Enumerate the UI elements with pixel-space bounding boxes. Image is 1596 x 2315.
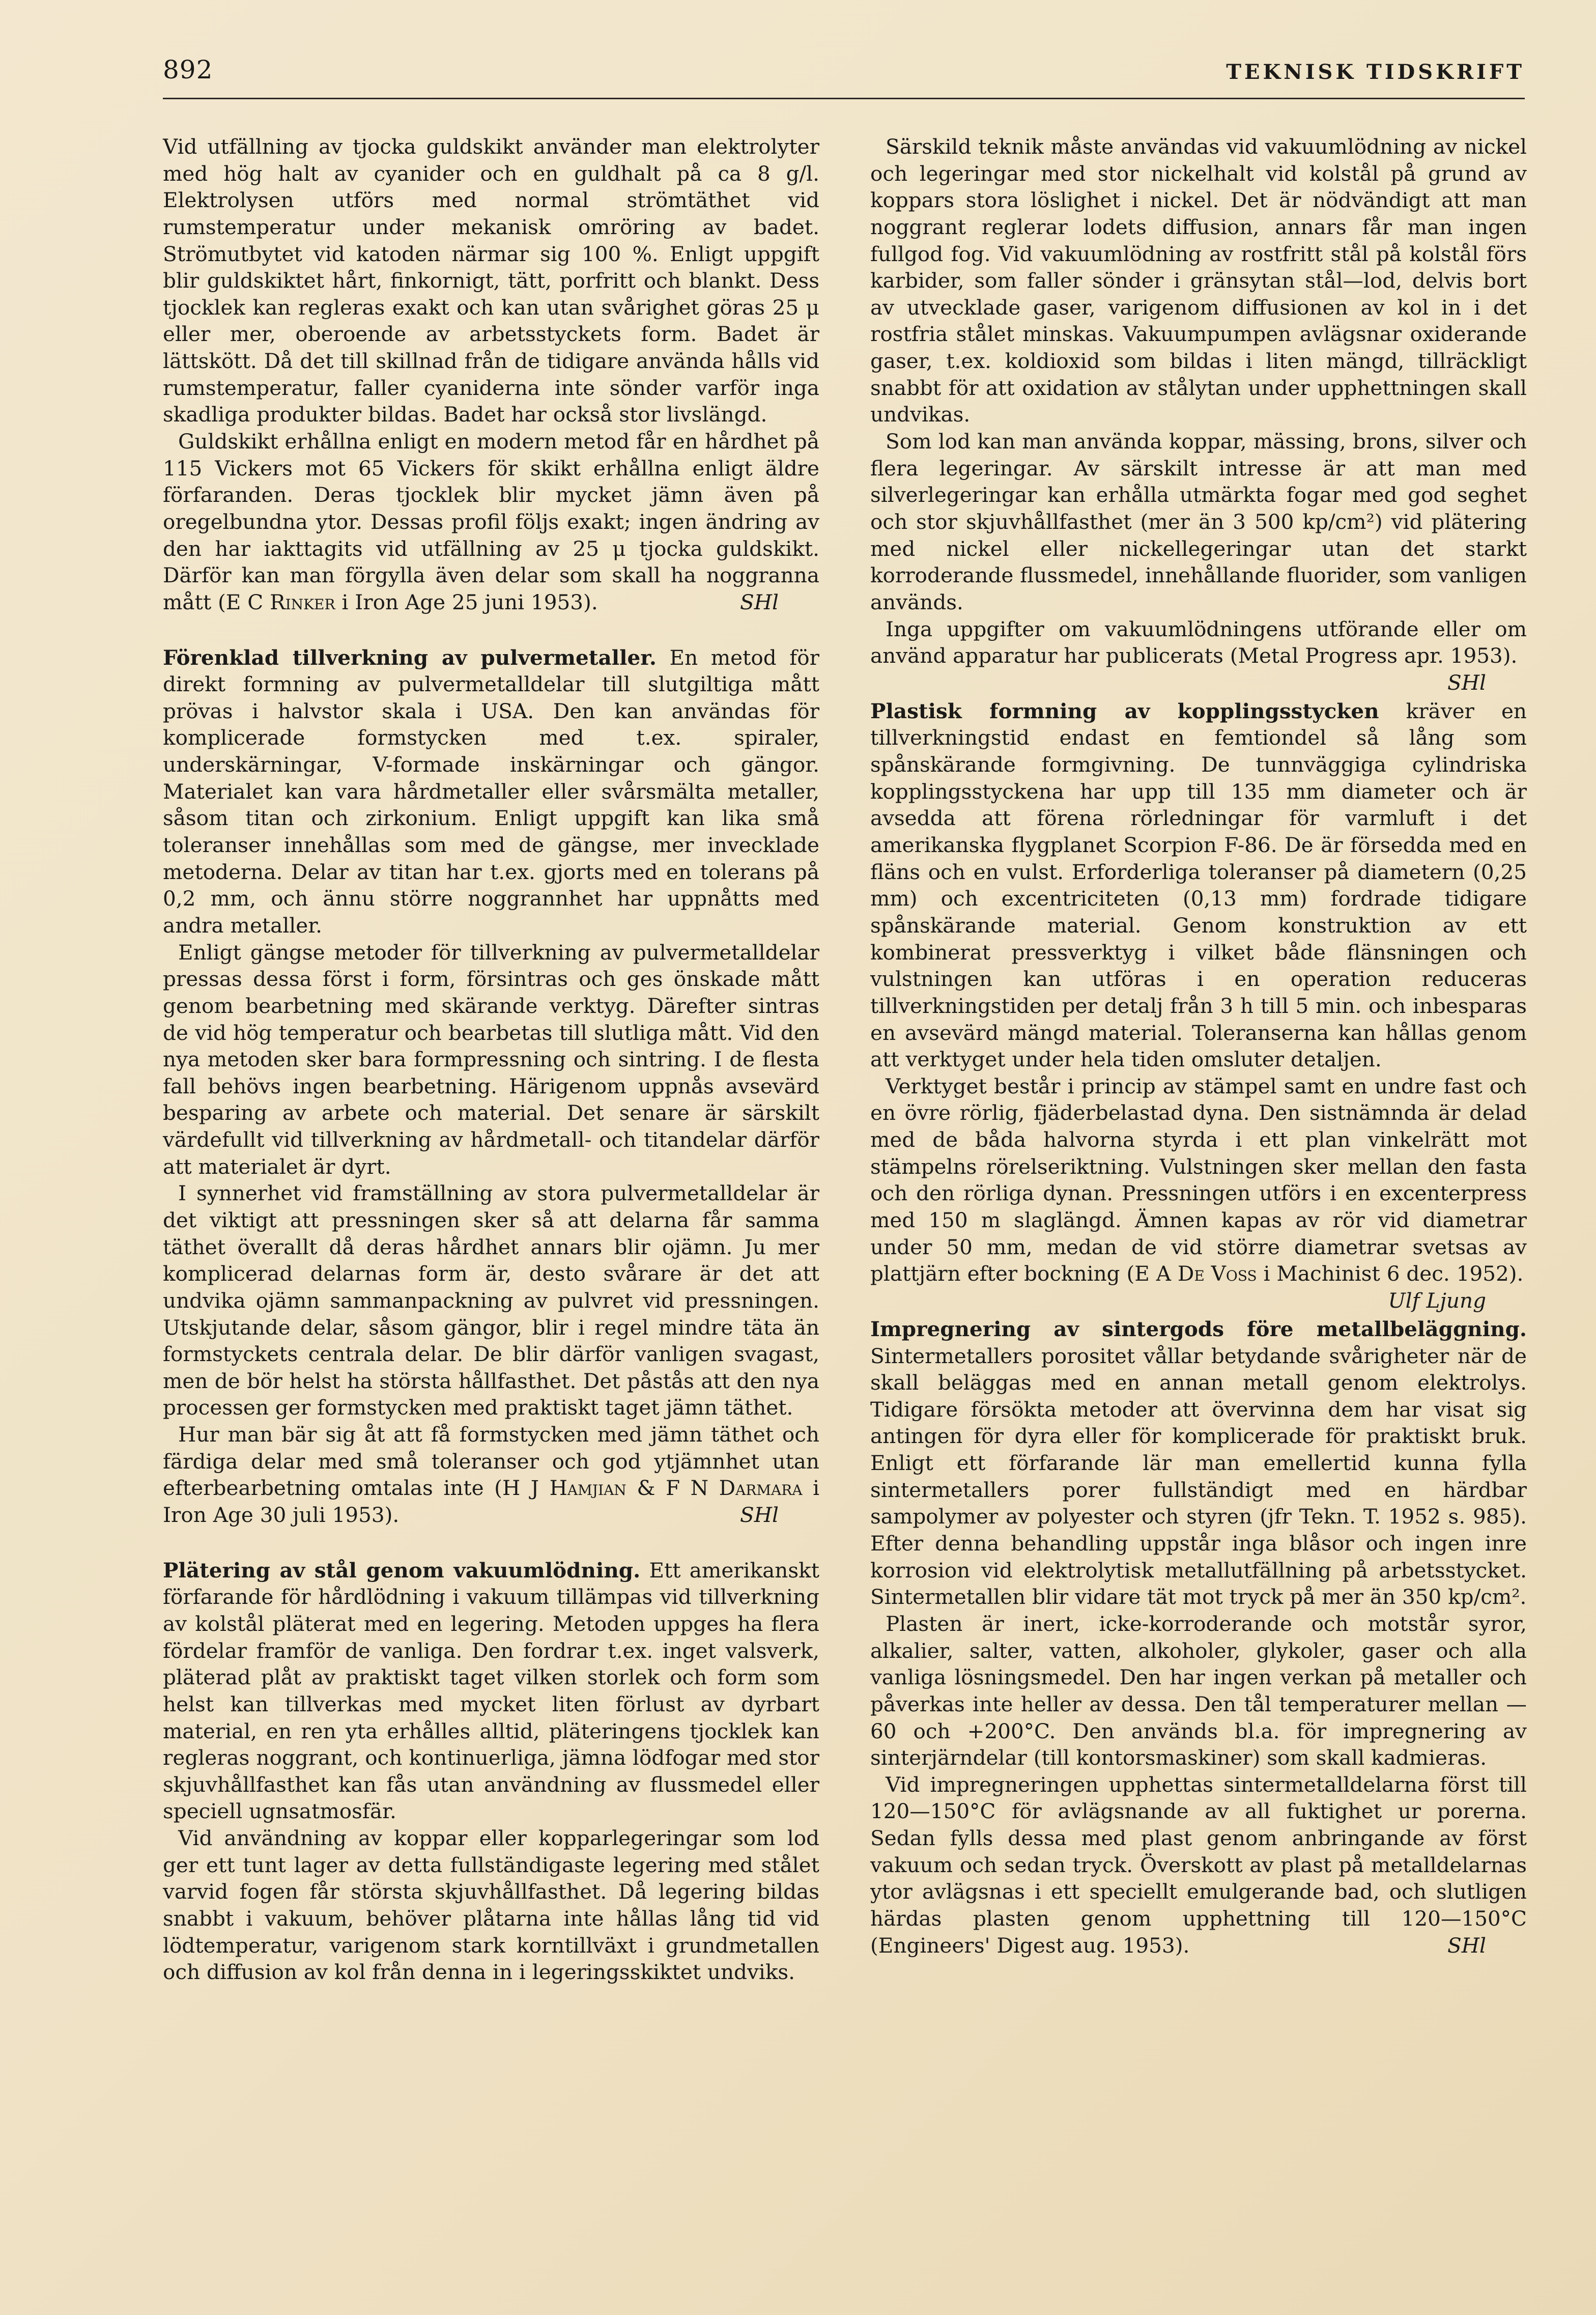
paragraph-text: Sintermetallers porositet vållar betydande svårigheter när de skall beläggas med en annan metall genom elektrolys. Tidigare försökta metoder att övervinna dem har visat sig antingen för dyra eller för komplicerade för praktiskt bruk. Enligt ett förfarande lär man emellertid kunna fylla sintermetallers porer fullständigt med en härdbar sampolymer av polyester och styren (jfr Tekn. T. 1952 s. 985). Efter denna behandling uppstår inga blåsor och ingen inre korrosion vid elektrolytisk metallutfällning på arbetsstycket. Sintermetallen blir vidare tät mot tryck på mer än 350 kp/cm². bbox=[870, 1343, 1527, 1610]
paragraph bbox=[163, 644, 819, 939]
article-coupling-forming bbox=[870, 698, 1527, 1313]
signature: Ulf Ljung bbox=[1388, 1288, 1486, 1313]
article-heading: Plätering av stål genom vakuumlödning. bbox=[163, 1558, 641, 1583]
paragraph bbox=[163, 1421, 819, 1529]
author-name: Rinker bbox=[270, 589, 335, 614]
paragraph-text: kräver en tillverkningstid endast en femtiondel så lång som spånskärande formgivning. De tunnväggiga cylindriska kopplingsstyckena har upp till 135 mm diameter och är avsedda att förena rörledningar för varmluft i det amerikanska flygplanet Scorpion F-86. De är försedda med en fläns och en vulst. Erforderliga toleranser på diametern (0,25 mm) och excentriciteten (0,13 mm) fordrade tidigare spånskärande material. Genom konstruktion av ett kombinerat pressverktyg i vilket både flänsningen och vulstningen kan utföras i en operation reduceras tillverkningstiden per detalj från 3 h till 5 min. och inbesparas en avsevärd mängd material. Toleranserna kan hållas genom att verktyget under hela tiden omsluter detaljen. bbox=[870, 698, 1527, 1072]
author-name: Darmara bbox=[719, 1476, 803, 1501]
paragraph: Plasten är inert, icke-korroderande och motstår syror, alkalier, salter, vatten, alkoholer, glykoler, gaser och alla vanliga lösningsmedel. Den har ingen verkan på metaller och påverkas inte heller av dessa. Den tål temperaturer mellan —60 och +200°C. Den används bl.a. för impregnering av sinterjärndelar (till kontorsmaskiner) som skall kadmieras. bbox=[870, 1611, 1527, 1770]
paragraph-text: Verktyget består i princip av stämpel samt en undre fast och en övre rörlig, fjäderbelastad dyna. Den sistnämnda är delad med de båda halvorna styrda i ett plan vinkelrätt mot stämpelns rörelseriktning. Vulstningen sker mellan den fasta och den rörliga dynan. Pressningen utförs i en excenterpress med 150 m slaglängd. Ämnen kapas av rör vid diametrar under 50 mm, medan de vid större diametrar svetsas av plattjärn efter bockning (E A bbox=[870, 1074, 1527, 1286]
page-number: 892 bbox=[163, 55, 213, 84]
article-vacuum-brazing-continued bbox=[870, 133, 1527, 695]
paragraph-text: En metod för direkt formning av pulvermetalldelar till slutgiltiga mått prövas i halvstor skala i USA. Den kan användas för komplicerade formstycken med t.ex. spiraler, underskärningar, V-formade inskärningar och gängor. Materialet kan vara hårdmetaller eller svårsmälta metaller, såsom titan och zirkonium. Enligt uppgift kan lika små toleranser innehållas som med de gängse, mer invecklade metoderna. Delar av titan har t.ex. gjorts med en tolerans på 0,2 mm, och ännu större noggrannhet har uppnåtts med andra metaller. bbox=[163, 645, 819, 938]
article-vacuum-brazing bbox=[163, 1557, 819, 1986]
signature: SHl bbox=[739, 1503, 779, 1528]
paragraph bbox=[870, 698, 1527, 1073]
paragraph bbox=[163, 428, 819, 615]
paragraph: Enligt gängse metoder för tillverkning av pulvermetalldelar pressas dessa först i form, försintras och ges önskade mått genom bearbetning med skärande verktyg. Därefter sintras de vid hög temperatur och bearbetas till slutliga mått. Vid den nya metoden sker bara formpressning och sintring. I de flesta fall behövs ingen bearbetning. Härigenom uppnås avsevärd besparing av arbete och material. Det senare är särskilt värdefullt vid tillverkning av hårdmetall- och titandelar därför att materialet är dyrt. bbox=[163, 940, 819, 1179]
paragraph-text: & F N bbox=[637, 1476, 709, 1501]
author-name: Hamjian bbox=[549, 1476, 626, 1501]
source-citation: i Machinist 6 dec. 1952). bbox=[1263, 1261, 1524, 1286]
header-rule bbox=[163, 98, 1525, 99]
journal-title: TEKNISK TIDSKRIFT bbox=[1226, 60, 1525, 84]
paragraph-text: Guldskikt erhållna enligt en modern metod får en hårdhet på 115 Vickers mot 65 Vickers för skikt erhållna enligt äldre förfaranden. Deras tjocklek blir mycket jämn även på oregelbundna ytor. Dessas profil följs exakt; ingen ändring av den har iakttagits vid utfällning av 25 μ tjocka guldskikt. Därför kan man förgylla även delar som skall ha noggranna mått (E C bbox=[163, 429, 819, 614]
paragraph bbox=[163, 1557, 819, 1825]
article-powder-metals bbox=[163, 644, 819, 1529]
paragraph-text: Vid impregneringen upphettas sintermetalldelarna först till 120—150°C för avlägsnande av all fuktighet ur porerna. Sedan fylls dessa med plast genom anbringande av först vakuum och sedan tryck. Överskott av plast på metalldelarnas ytor avlägsnas i ett speciellt emulgerande bad, och slutligen härdas plasten genom upphettning till 120—150°C (Engineers' Digest aug. 1953). bbox=[870, 1772, 1527, 1958]
paragraph: Som lod kan man använda koppar, mässing, brons, silver och flera legeringar. Av särskilt intresse är att man med silverlegeringar kan erhålla utmärkta fogar med god seghet och stor skjuvhållfasthet (mer än 3 500 kp/cm²) vid plätering med nickel eller nickellegeringar utan det starkt korroderande flussmedel, innehållande fluorider, som vanligen används. bbox=[870, 429, 1527, 614]
source-citation: i Iron Age 25 juni 1953). bbox=[341, 589, 598, 614]
paragraph bbox=[870, 1771, 1527, 1959]
article-gold-plating bbox=[163, 133, 819, 616]
paragraph bbox=[870, 616, 1527, 695]
author-name: De Voss bbox=[1177, 1261, 1257, 1286]
paragraph: Särskild teknik måste användas vid vakuumlödning av nickel och legeringar med stor nickelhalt vid kolstål på grund av koppars stora löslighet i nickel. Det är nödvändigt att man noggrant reglerar lodets diffusion, annars får man ingen fullgod fog. Vid vakuumlödning av rostfritt stål på kolstål förs karbider, som faller sönder i gränsytan stål—lod, delvis bort av utvecklade gaser, varigenom diffusionen av kol in i det rostfria stålet minskas. Vakuumpumpen avlägsnar oxiderande gaser, t.ex. koldioxid som bildas i liten mängd, tillräckligt snabbt för att oxidation av stålytan under upphettningen skall undvikas. bbox=[870, 134, 1527, 427]
signature: SHl bbox=[1447, 670, 1486, 695]
paragraph: I synnerhet vid framställning av stora pulvermetalldelar är det viktigt att pressningen sker så att delarna får samma täthet överallt då deras hårdhet annars blir ojämn. Ju mer komplicerad delarnas form är, desto svårare är det att undvika ojämn sammanpackning av pulvret vid pressningen. Utskjutande delar, såsom gängor, blir i regel mindre täta än formstyckets centrala delar. De blir därför vanligen svagast, men de bör helst ha största hållfasthet. Det påstås att den nya processen ger formstycken med praktiskt taget jämn täthet. bbox=[163, 1181, 819, 1420]
paragraph-text: Hur man bär sig åt att få formstycken med jämn täthet och färdiga delar med små toleranser och god ytjämnhet utan efterbearbetning omtalas inte (H J bbox=[163, 1422, 819, 1501]
signature: SHl bbox=[1447, 1933, 1486, 1958]
article-heading: Impregnering av sintergods före metallbeläggning. bbox=[870, 1316, 1527, 1341]
source-citation: i Iron Age 30 juli 1953). bbox=[163, 1476, 820, 1528]
paragraph-text: Inga uppgifter om vakuumlödningens utförande eller om använd apparatur har publicerats (Metal Progress apr. 1953). bbox=[870, 616, 1527, 668]
article-sinter-impregnation bbox=[870, 1316, 1527, 1959]
paragraph-text: Ett amerikanskt förfarande för hårdlödning i vakuum tillämpas vid tillverkning av kolstål pläterat med en legering. Metoden uppges ha flera fördelar framför de vanliga. Den fordrar t.ex. inget valsverk, pläterad plåt av praktiskt taget vilken storlek och form som helst kan tillverkas med mycket liten förlust av dyrbart material, en ren yta erhålles alltid, pläteringens tjocklek kan regleras noggrant, och kontinuerliga, jämna lödfogar med stor skjuvhållfasthet kan fås utan användning av flussmedel eller speciell ugnsatmosfär. bbox=[163, 1558, 819, 1824]
paragraph bbox=[870, 1316, 1527, 1611]
article-heading: Plastisk formning av kopplingsstycken bbox=[870, 698, 1379, 723]
paragraph bbox=[870, 1073, 1527, 1313]
paragraph: Vid användning av koppar eller kopparlegeringar som lod ger ett tunt lager av detta fullständigaste legering med stålet varvid fogen får största skjuvhållfasthet. Då legering bildas snabbt i vakuum, behöver plåtarna inte hållas lång tid vid lödtemperatur, varigenom stark korntillväxt i grundmetallen och diffusion av kol från denna in i legeringsskiktet undviks. bbox=[163, 1826, 819, 1985]
paragraph: Vid utfällning av tjocka guldskikt använder man elektrolyter med hög halt av cyanider och en guldhalt på ca 8 g/l. Elektrolysen utförs med normal strömtäthet vid rumstemperatur under mekanisk omröring av badet. Strömutbytet vid katoden närmar sig 100 %. Enligt uppgift blir guldskiktet hårt, finkornigt, tätt, porfritt och blankt. Dess tjocklek kan regleras exakt och kan utan svårighet göras 25 μ eller mer, oberoende av arbetsstyckets form. Badet är lättskött. Då det till skillnad från de tidigare använda hålls vid rumstemperatur, faller cyaniderna inte sönder varför inga skadliga produkter bildas. Badet har också stor livslängd. bbox=[163, 134, 819, 427]
right-column bbox=[870, 133, 1527, 1987]
signature: SHl bbox=[739, 589, 779, 614]
left-column bbox=[163, 133, 819, 2014]
article-heading: Förenklad tillverkning av pulvermetaller. bbox=[163, 645, 657, 670]
page-header bbox=[163, 55, 1525, 98]
